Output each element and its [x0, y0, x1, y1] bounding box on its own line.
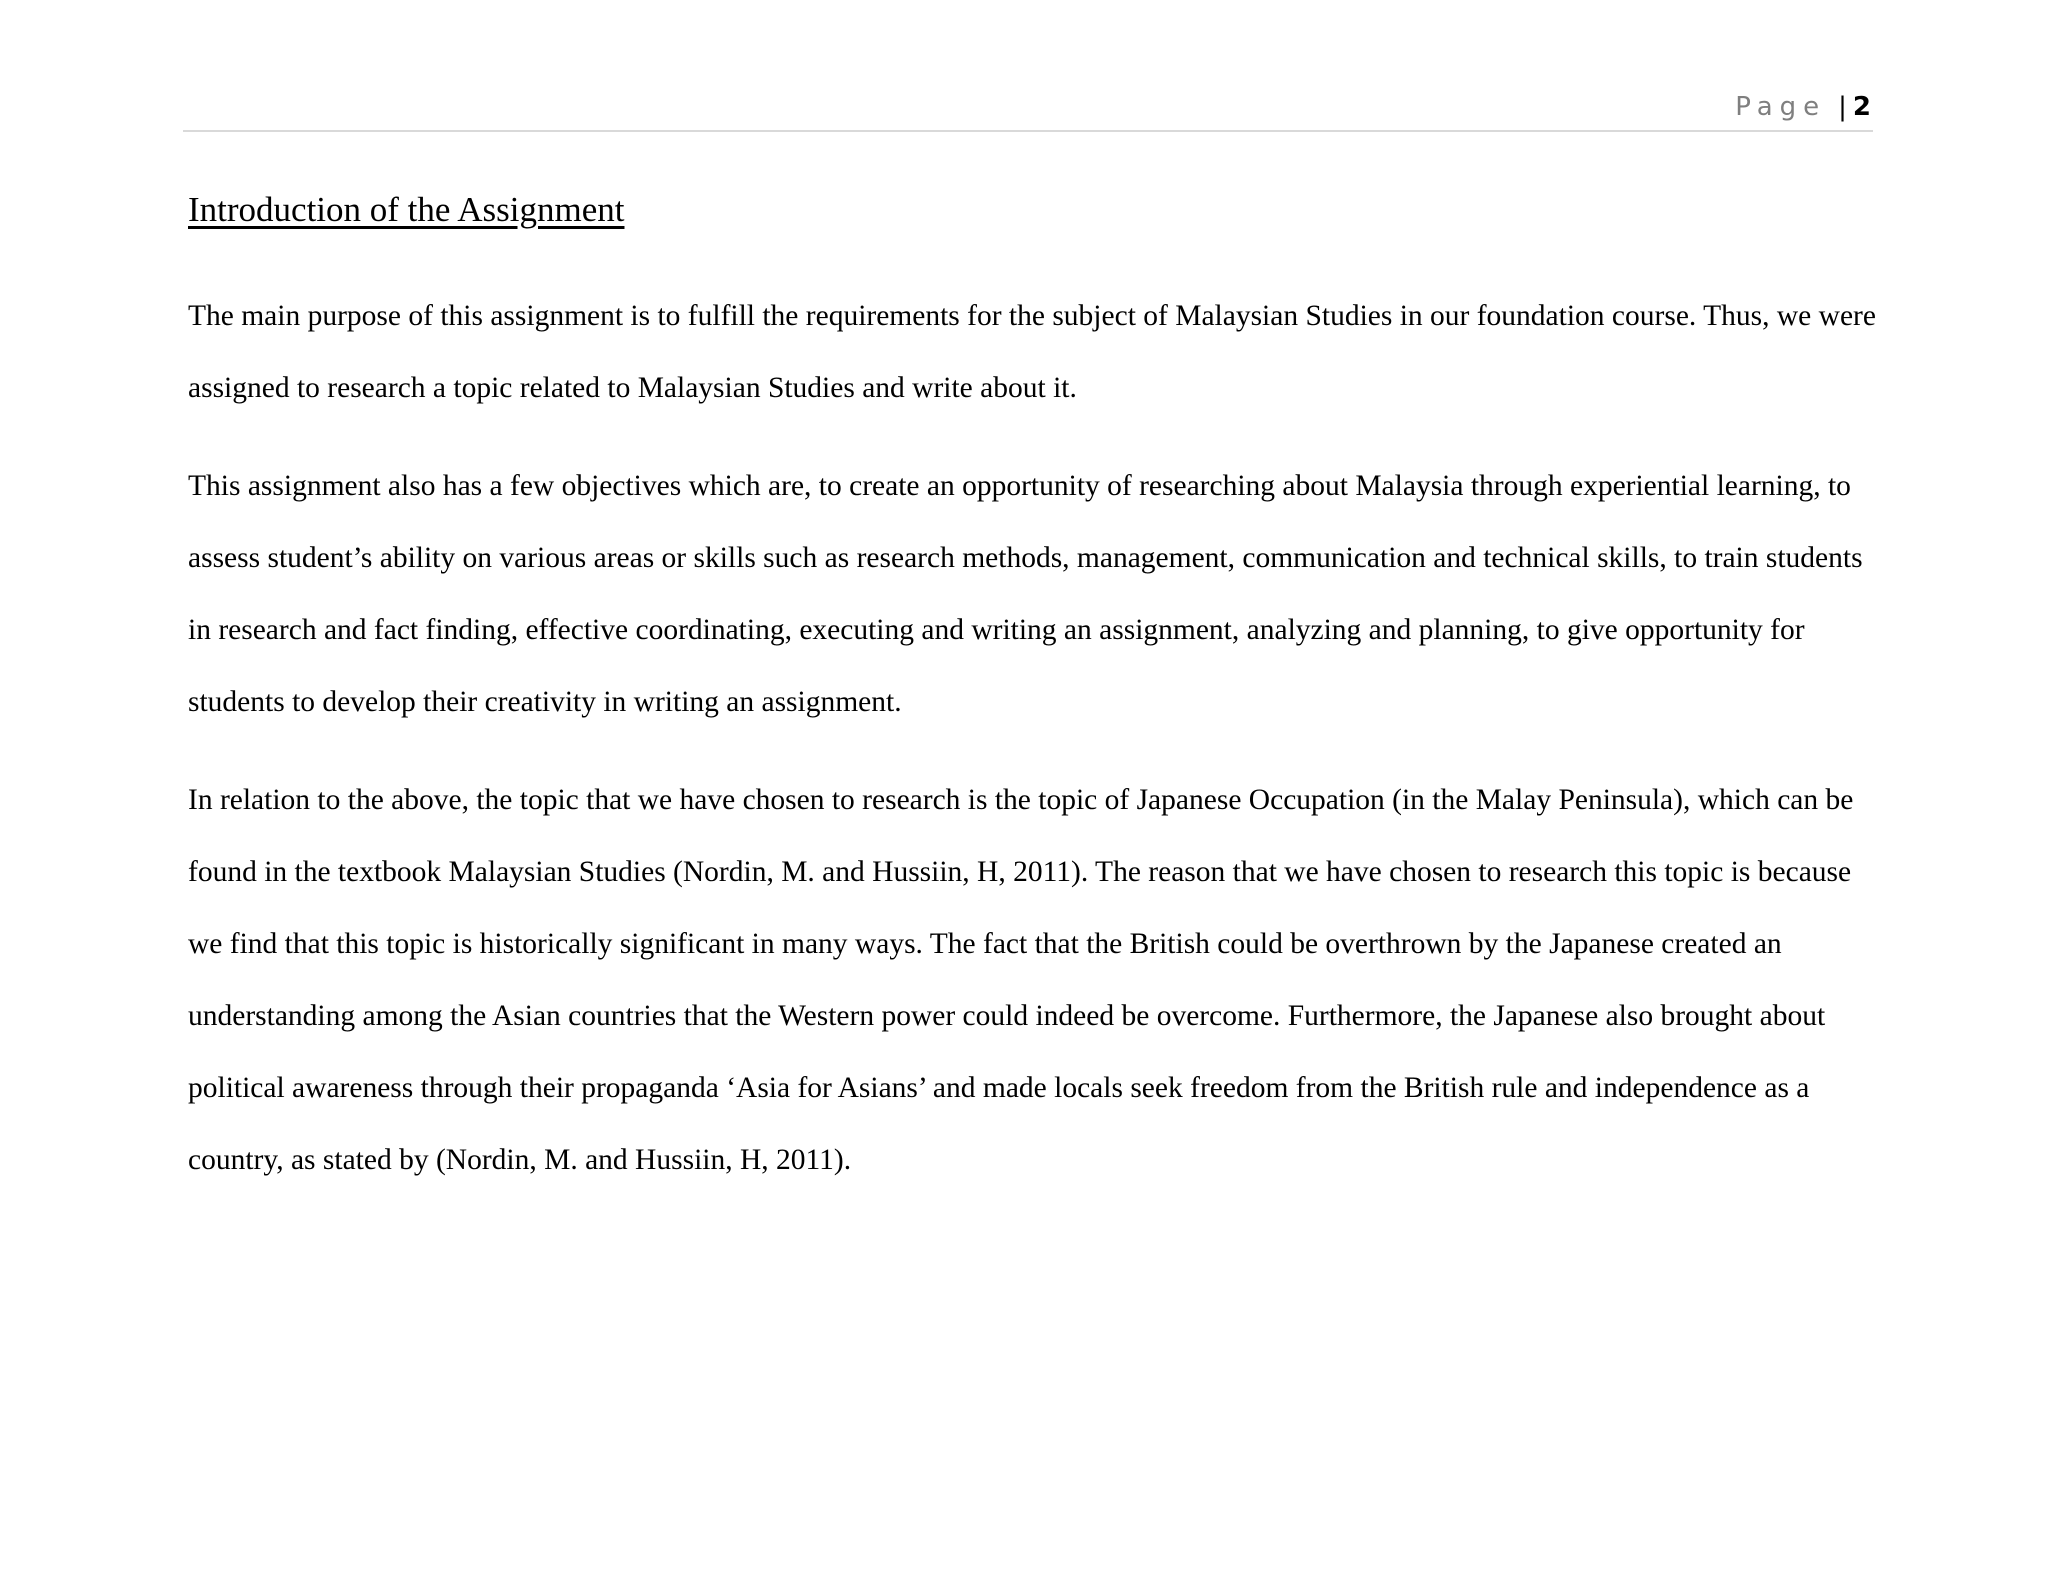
page-number: 2 — [1852, 92, 1871, 122]
paragraph-purpose: The main purpose of this assignment is to fulfill the requirements for the subject of Malaysian Studies in our foundation course. Thus, we were assigned to research a topic related to Malaysian Studies and write about it. — [188, 300, 1876, 404]
section-heading: Introduction of the Assignment — [188, 190, 625, 229]
page-header — [183, 92, 1873, 132]
document-body — [188, 180, 1878, 1222]
page-number-label — [1735, 92, 1871, 122]
paragraph-topic: In relation to the above, the topic that we have chosen to research is the topic of Japanese Occupation (in the Malay Peninsula), which can be found in the textbook Malaysian Studies (Nordin, M. and Hussiin, H, 2011). The reason that we have chosen to research this topic is because we find that this topic is historically significant in many ways. The fact that the British could be overthrown by the Japanese created an understanding among the Asian countries that the Western power could indeed be overcome. Furthermore, the Japanese also brought about political awareness through their propaganda ‘Asia for Asians’ and made locals seek freedom from the British rule and independence as a country, as stated by (Nordin, M. and Hussiin, H, 2011). — [188, 784, 1854, 1176]
paragraph-objectives: This assignment also has a few objectives which are, to create an opportunity of researching about Malaysia through experiential learning, to assess student’s ability on various areas or skills such as research methods, management, communication and technical skills, to train students in research and fact finding, effective coordinating, executing and writing an assignment, analyzing and planning, to give opportunity for students to develop their creativity in writing an assignment. — [188, 470, 1863, 718]
page-word: Page — [1735, 92, 1827, 122]
page-separator: | — [1838, 92, 1847, 122]
